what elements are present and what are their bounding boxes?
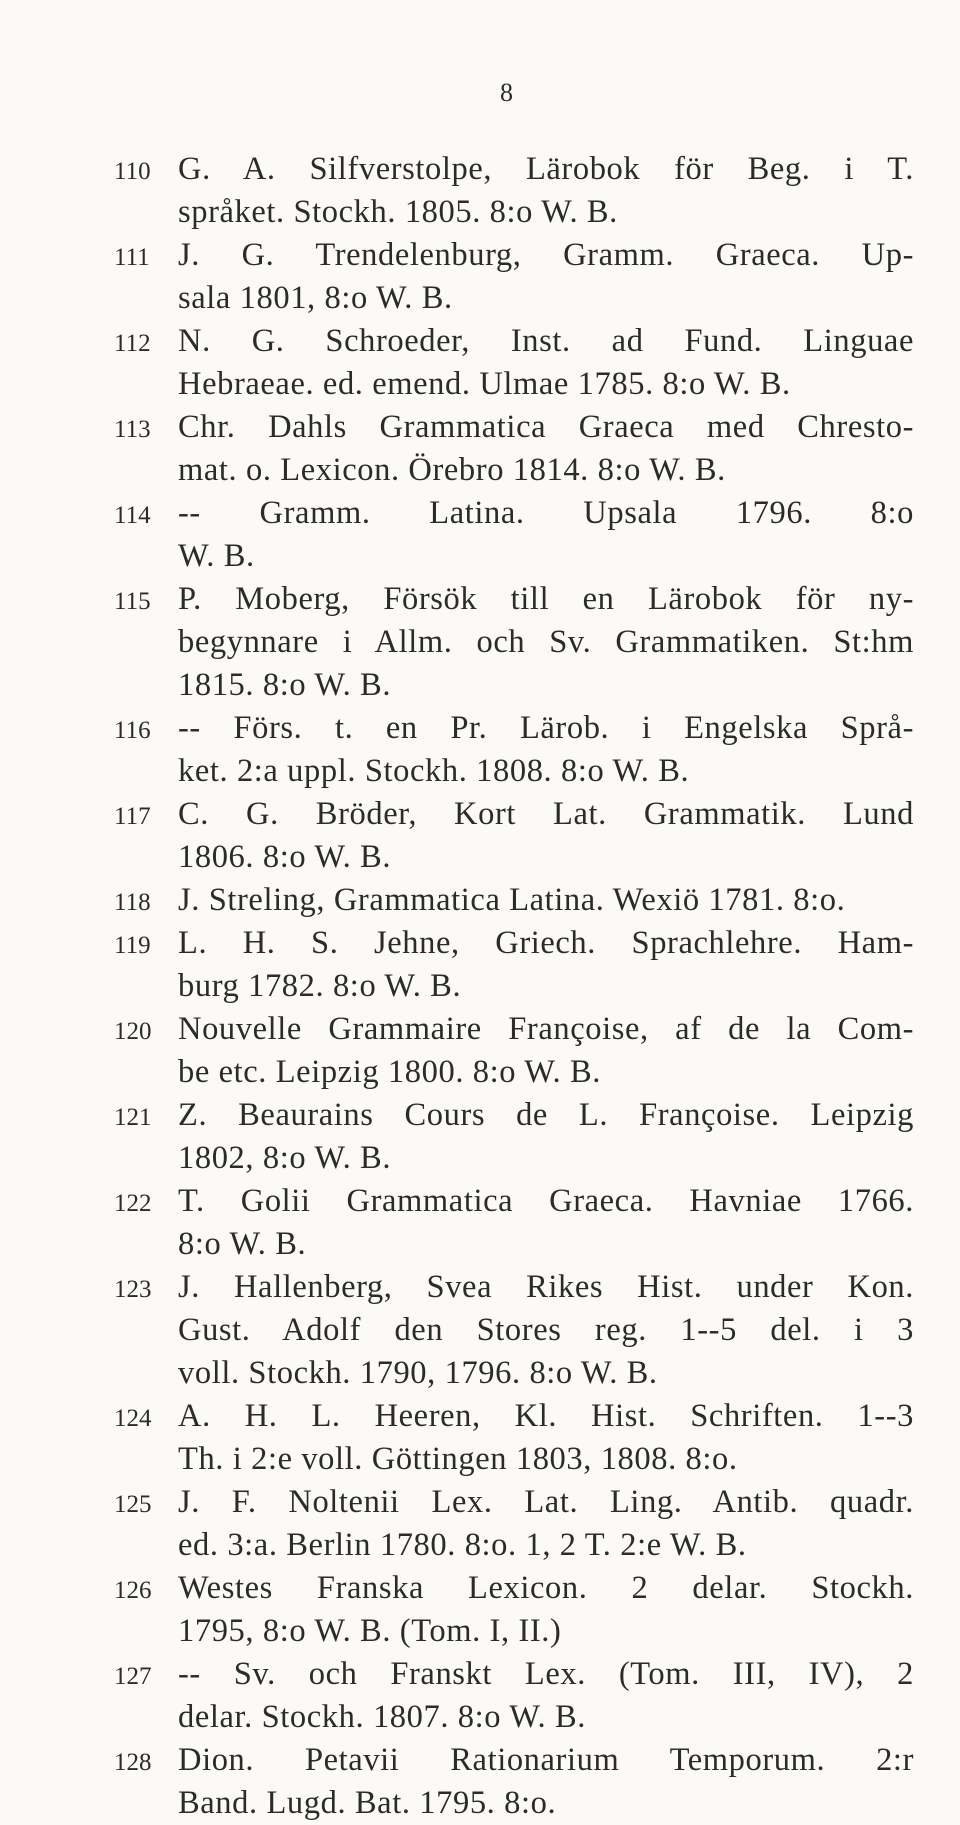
catalog-entry <box>114 406 914 492</box>
entry-line: C. G. Bröder, Kort Lat. Grammatik. Lund <box>178 796 914 832</box>
entry-line: voll. Stockh. 1790, 1796. 8:o W. B. <box>178 1355 658 1391</box>
entry-line: 1806. 8:o W. B. <box>178 839 392 875</box>
entry-line: mat. o. Lexicon. Örebro 1814. 8:o W. B. <box>178 452 726 488</box>
entry-line: delar. Stockh. 1807. 8:o W. B. <box>178 1699 586 1735</box>
entry-line: W. B. <box>178 538 255 574</box>
catalog-entry <box>114 707 914 793</box>
entry-number: 110 <box>114 158 151 185</box>
entry-line: ed. 3:a. Berlin 1780. 8:o. 1, 2 T. 2:e W. B. <box>178 1527 747 1563</box>
entry-number: 120 <box>114 1018 152 1045</box>
entry-number: 118 <box>114 889 151 916</box>
catalog-entry <box>114 1567 914 1653</box>
entry-line: N. G. Schroeder, Inst. ad Fund. Linguae <box>178 323 914 359</box>
catalog-entries <box>114 148 914 1825</box>
entry-number: 111 <box>114 244 150 271</box>
entry-line: Band. Lugd. Bat. 1795. 8:o. <box>178 1785 557 1821</box>
catalog-entry <box>114 234 914 320</box>
entry-line: Z. Beaurains Cours de L. Françoise. Leipzig <box>178 1097 914 1133</box>
entry-line: J. Hallenberg, Svea Rikes Hist. under Kon. <box>178 1269 914 1305</box>
catalog-entry <box>114 793 914 879</box>
entry-number: 128 <box>114 1749 152 1776</box>
entry-line: 1815. 8:o W. B. <box>178 667 392 703</box>
catalog-entry <box>114 148 914 234</box>
catalog-entry <box>114 320 914 406</box>
entry-line: -- Sv. och Franskt Lex. (Tom. III, IV), 2 <box>178 1656 914 1692</box>
entry-line: T. Golii Grammatica Graeca. Havniae 1766. <box>178 1183 914 1219</box>
entry-number: 121 <box>114 1104 152 1131</box>
catalog-entry <box>114 922 914 1008</box>
catalog-entry <box>114 1739 914 1825</box>
entry-line: -- Gramm. Latina. Upsala 1796. 8:o <box>178 495 914 531</box>
catalog-entry <box>114 1266 914 1395</box>
entry-line: G. A. Silfverstolpe, Lärobok för Beg. i T. <box>178 151 914 187</box>
entry-number: 119 <box>114 932 151 959</box>
entry-number: 126 <box>114 1577 152 1604</box>
entry-line: Chr. Dahls Grammatica Graeca med Chresto- <box>178 409 914 445</box>
catalog-entry <box>114 1094 914 1180</box>
entry-line: Nouvelle Grammaire Françoise, af de la Com- <box>178 1011 914 1047</box>
entry-number: 115 <box>114 588 151 615</box>
entry-line: begynnare i Allm. och Sv. Grammatiken. St:hm <box>178 624 914 660</box>
catalog-entry <box>114 578 914 707</box>
page-number: 8 <box>500 78 513 107</box>
entry-line: P. Moberg, Försök till en Lärobok för ny- <box>178 581 914 617</box>
entry-number: 114 <box>114 502 151 529</box>
entry-line: Hebraeae. ed. emend. Ulmae 1785. 8:o W. B. <box>178 366 791 402</box>
entry-line: språket. Stockh. 1805. 8:o W. B. <box>178 194 618 230</box>
entry-line: J. G. Trendelenburg, Gramm. Graeca. Up- <box>178 237 914 273</box>
catalog-entry <box>114 1180 914 1266</box>
entry-line: 1795, 8:o W. B. (Tom. I, II.) <box>178 1613 562 1649</box>
entry-number: 125 <box>114 1491 152 1518</box>
catalog-entry <box>114 1395 914 1481</box>
entry-line: Dion. Petavii Rationarium Temporum. 2:r <box>178 1742 914 1778</box>
entry-line: J. Streling, Grammatica Latina. Wexiö 1781. 8:o. <box>178 882 846 918</box>
entry-line: 8:o W. B. <box>178 1226 307 1262</box>
entry-number: 123 <box>114 1276 152 1303</box>
entry-line: Westes Franska Lexicon. 2 delar. Stockh. <box>178 1570 914 1606</box>
entry-line: burg 1782. 8:o W. B. <box>178 968 462 1004</box>
catalog-entry <box>114 879 914 922</box>
entry-line: L. H. S. Jehne, Griech. Sprachlehre. Ham- <box>178 925 914 961</box>
entry-line: 1802, 8:o W. B. <box>178 1140 392 1176</box>
entry-number: 124 <box>114 1405 152 1432</box>
entry-line: sala 1801, 8:o W. B. <box>178 280 453 316</box>
entry-line: Gust. Adolf den Stores reg. 1--5 del. i 3 <box>178 1312 914 1348</box>
entry-line: J. F. Noltenii Lex. Lat. Ling. Antib. quadr. <box>178 1484 914 1520</box>
entry-number: 116 <box>114 717 151 744</box>
entry-number: 117 <box>114 803 151 830</box>
entry-line: -- Förs. t. en Pr. Lärob. i Engelska Språ- <box>178 710 914 746</box>
catalog-entry <box>114 1008 914 1094</box>
entry-line: Th. i 2:e voll. Göttingen 1803, 1808. 8:o. <box>178 1441 738 1477</box>
entry-number: 112 <box>114 330 151 357</box>
catalog-entry <box>114 1653 914 1739</box>
entry-number: 113 <box>114 416 151 443</box>
entry-number: 122 <box>114 1190 152 1217</box>
entry-line: A. H. L. Heeren, Kl. Hist. Schriften. 1--3 <box>178 1398 914 1434</box>
entry-line: be etc. Leipzig 1800. 8:o W. B. <box>178 1054 601 1090</box>
entry-line: ket. 2:a uppl. Stockh. 1808. 8:o W. B. <box>178 753 690 789</box>
catalog-entry <box>114 1481 914 1567</box>
entry-number: 127 <box>114 1663 152 1690</box>
catalog-entry <box>114 492 914 578</box>
